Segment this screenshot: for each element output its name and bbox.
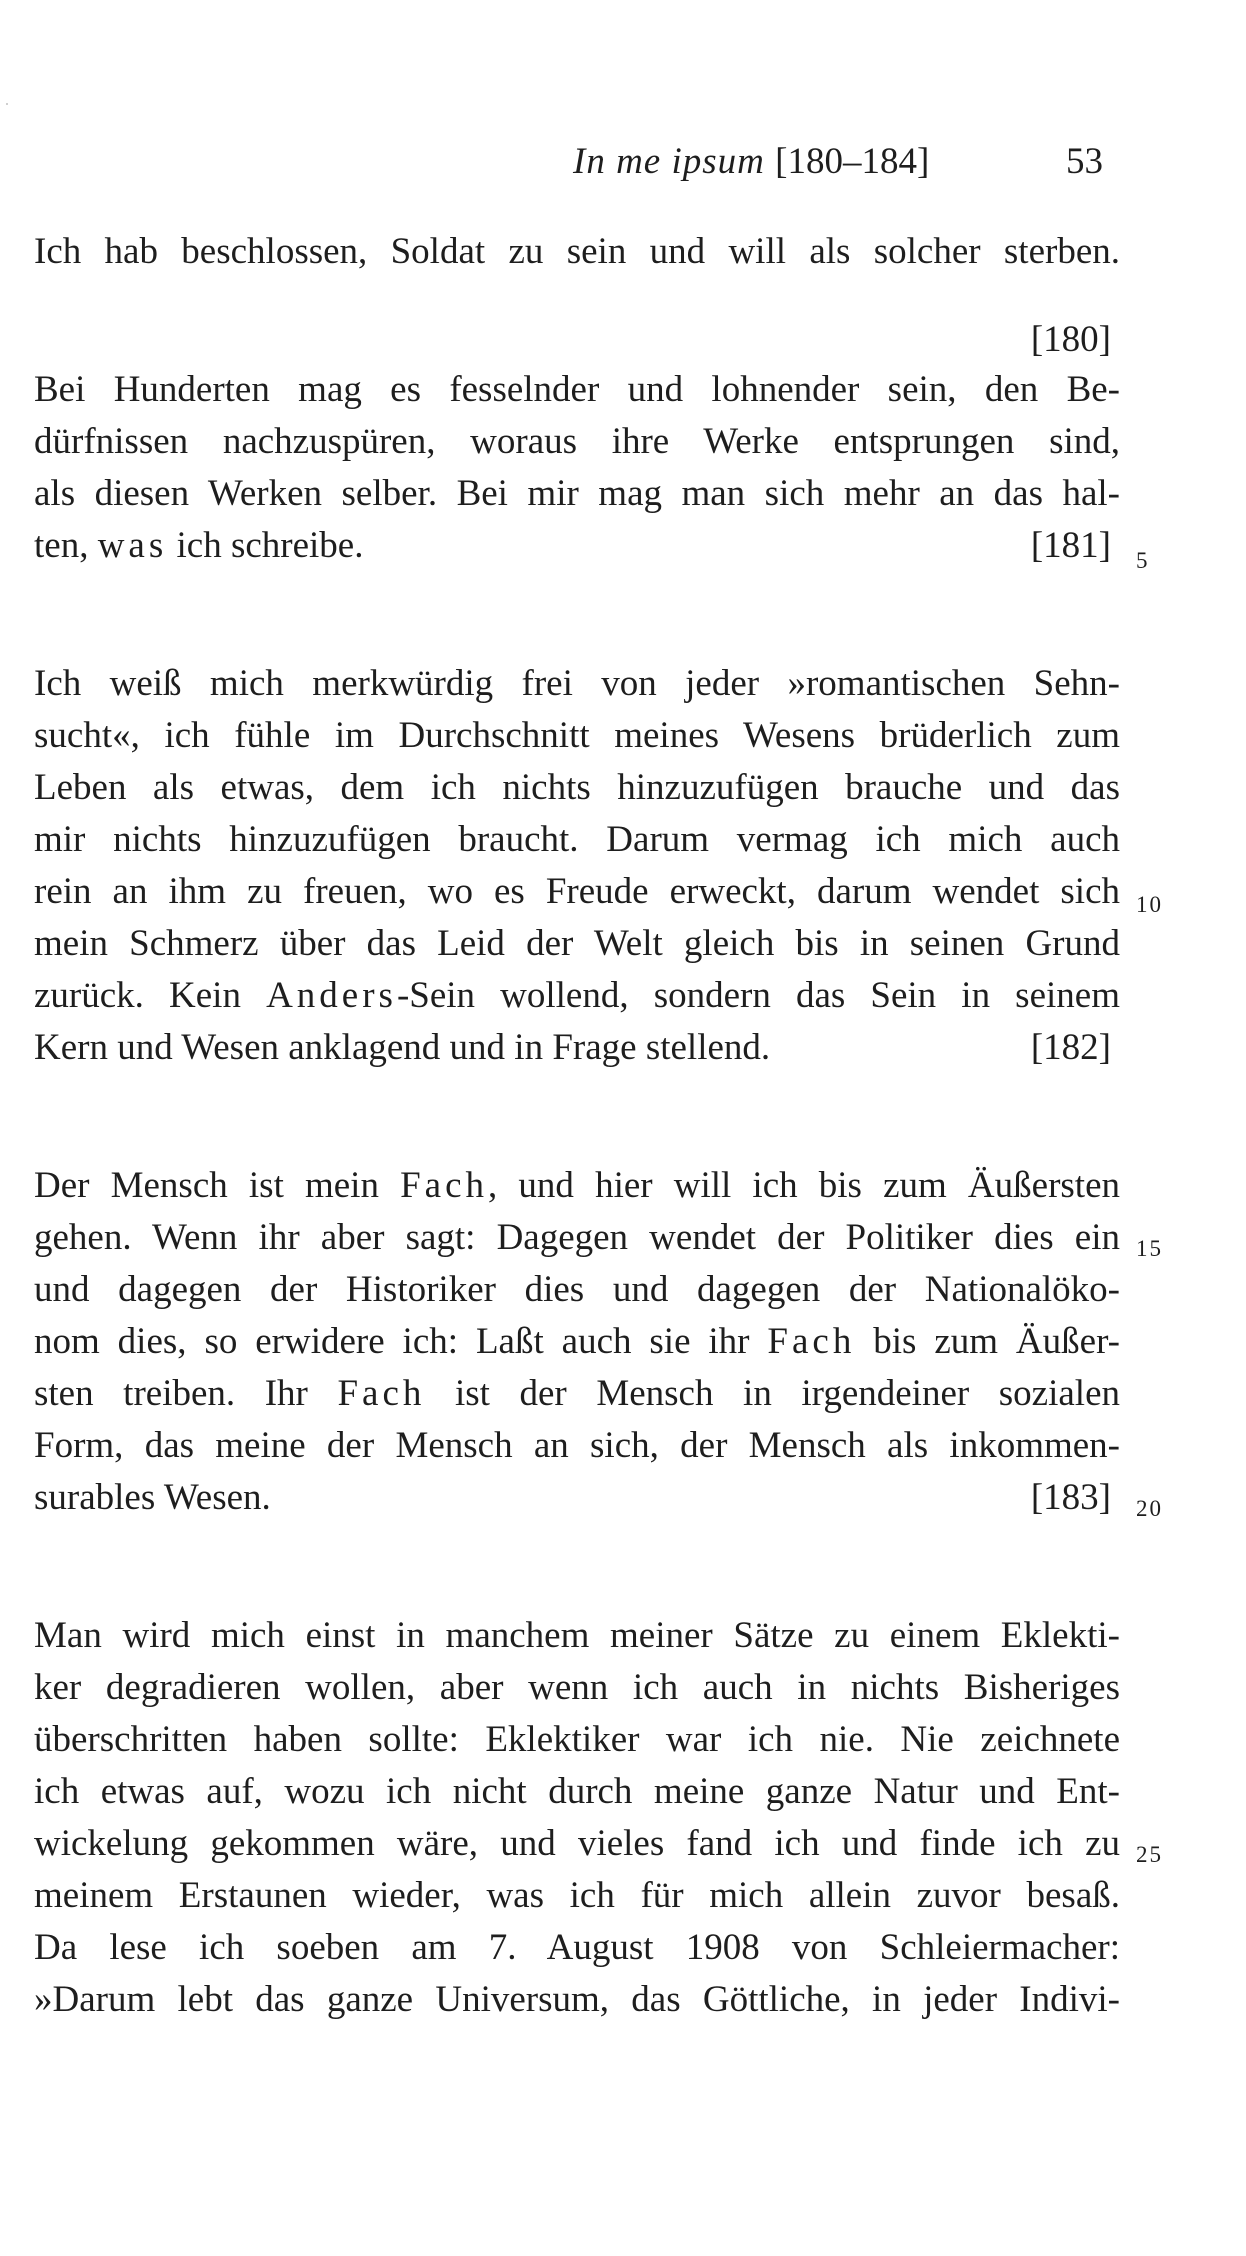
emphasized-word: Fach xyxy=(767,1321,856,1362)
entry-number-183: [183] xyxy=(1030,1477,1111,1518)
margin-line-number: 5 xyxy=(1136,548,1150,573)
running-header-title xyxy=(573,140,929,183)
text-line: als diesen Werken selber. Bei mir mag man sich mehr an das hal- xyxy=(34,473,1120,514)
emphasized-word: Fach xyxy=(400,1165,489,1206)
entry-number-180: [180] xyxy=(1030,319,1111,360)
page-number: 53 xyxy=(1066,141,1103,182)
text-line: Der Mensch ist mein Fach, und hier will ich bis zum Äußersten xyxy=(34,1165,1121,1206)
margin-line-number: 25 xyxy=(1136,1842,1163,1867)
emphasized-word: was xyxy=(97,525,168,566)
text-line: sten treiben. Ihr Fach ist der Mensch in irgendeiner sozialen xyxy=(34,1373,1120,1414)
header-entry-range: [180–184] xyxy=(775,141,930,182)
text-line: sucht«, ich fühle im Durchschnitt meines Wesens brüderlich zum xyxy=(34,715,1120,756)
text-line: Kern und Wesen anklagend und in Frage stellend. xyxy=(34,1027,771,1068)
text-line: nom dies, so erwidere ich: Laßt auch sie ihr Fach bis zum Äußer- xyxy=(34,1321,1120,1362)
text-line: gehen. Wenn ihr aber sagt: Dagegen wendet der Politiker dies ein xyxy=(34,1217,1120,1258)
text-line: Bei Hunderten mag es fesselnder und lohnender sein, den Be- xyxy=(34,369,1120,410)
text-line: wickelung gekommen wäre, und vieles fand ich und finde ich zu xyxy=(34,1823,1120,1864)
margin-line-number: 20 xyxy=(1136,1496,1163,1521)
text-line: rein an ihm zu freuen, wo es Freude erweckt, darum wendet sich xyxy=(34,871,1120,912)
text-line: ker degradieren wollen, aber wenn ich auch in nichts Bisheriges xyxy=(34,1667,1120,1708)
emphasized-word: Anders xyxy=(266,975,397,1016)
text-line: Form, das meine der Mensch an sich, der Mensch als inkommen- xyxy=(34,1425,1120,1466)
margin-line-number: 10 xyxy=(1136,892,1163,917)
text-line: »Darum lebt das ganze Universum, das Göttliche, in jeder Indivi- xyxy=(34,1979,1120,2020)
text-line: Ich hab beschlossen, Soldat zu sein und will als solcher sterben. xyxy=(34,231,1120,272)
text-line: meinem Erstaunen wieder, was ich für mich allein zuvor besaß. xyxy=(34,1875,1120,1916)
text-line: ich etwas auf, wozu ich nicht durch meine ganze Natur und Ent- xyxy=(34,1771,1120,1812)
emphasized-word: Fach xyxy=(337,1373,426,1414)
text-line: mir nichts hinzuzufügen braucht. Darum vermag ich mich auch xyxy=(34,819,1120,860)
text-line: surables Wesen. xyxy=(34,1477,271,1518)
text-line: ten, was ich schreibe. xyxy=(34,525,364,566)
text-line: Leben als etwas, dem ich nichts hinzuzufügen brauche und das xyxy=(34,767,1120,808)
text-line: Da lese ich soeben am 7. August 1908 von Schleiermacher: xyxy=(34,1927,1120,1968)
header-title-italic: In me ipsum xyxy=(573,141,765,182)
text-line: dürfnissen nachzuspüren, woraus ihre Werke entsprungen sind, xyxy=(34,421,1120,462)
text-line: Ich weiß mich merkwürdig frei von jeder »romantischen Sehn- xyxy=(34,663,1120,704)
text-line: überschritten haben sollte: Eklektiker war ich nie. Nie zeichnete xyxy=(34,1719,1120,1760)
text-line: Man wird mich einst in manchem meiner Sätze zu einem Eklekti- xyxy=(34,1615,1120,1656)
entry-number-181: [181] xyxy=(1030,525,1111,566)
text-line: zurück. Kein Anders-Sein wollend, sondern das Sein in seinem xyxy=(34,975,1120,1016)
text-line: mein Schmerz über das Leid der Welt gleich bis in seinen Grund xyxy=(34,923,1120,964)
margin-line-number: 15 xyxy=(1136,1236,1163,1261)
entry-number-182: [182] xyxy=(1030,1027,1111,1068)
paper-speck xyxy=(6,103,8,105)
text-line: und dagegen der Historiker dies und dagegen der Nationalöko- xyxy=(34,1269,1120,1310)
